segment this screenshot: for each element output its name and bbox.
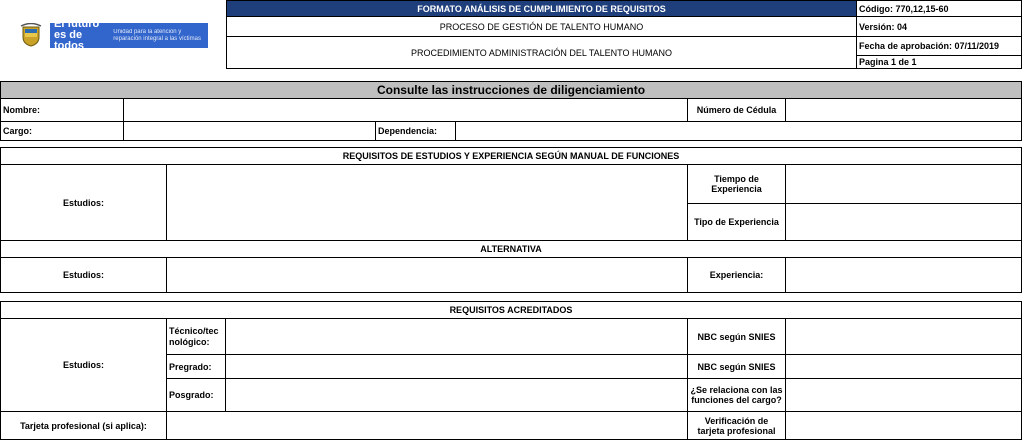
alt-studies-field[interactable] [166, 257, 688, 293]
header-logo-area [0, 0, 226, 69]
technical-label [166, 318, 226, 355]
government-logo [50, 18, 208, 52]
card-verify-field[interactable] [785, 411, 1022, 440]
id-number-label: Número de Cédula [687, 98, 786, 122]
relation-label [687, 378, 786, 412]
card-field[interactable] [166, 411, 688, 440]
nbc-field-2[interactable] [785, 354, 1022, 379]
page-number: Pagina 1 de 1 [856, 55, 1022, 69]
postgrad-label: Posgrado: [166, 378, 226, 412]
alternative-title: ALTERNATIVA [0, 240, 1022, 258]
logo-text: El futuro es de todos [54, 18, 100, 52]
form-title: FORMATO ANÁLISIS DE CUMPLIMIENTO DE REQUISITOS [226, 0, 857, 17]
name-field[interactable] [123, 98, 688, 122]
nbc-label-2: NBC según SNIES [687, 354, 786, 379]
req-exp-time-text: Tiempo de Experiencia [711, 174, 762, 194]
technical-text: Técnico/tec nológico: [169, 325, 219, 347]
relation-text: ¿Se relaciona con las funciones del cargo? [690, 385, 783, 405]
alt-studies-label: Estudios: [0, 257, 167, 293]
req-exp-type-field[interactable] [785, 203, 1022, 241]
req-exp-time-field[interactable] [785, 164, 1022, 204]
req-studies-label: Estudios: [0, 164, 167, 241]
postgrad-field[interactable] [225, 378, 688, 412]
undergrad-label: Pregrado: [166, 354, 226, 379]
acc-studies-label: Estudios: [0, 318, 167, 412]
card-label: Tarjeta profesional (si aplica): [0, 411, 167, 440]
relation-field[interactable] [785, 378, 1022, 412]
procedure-name: PROCEDIMIENTO ADMINISTRACIÓN DEL TALENTO HUMANO [226, 36, 857, 69]
req-studies-field[interactable] [166, 164, 688, 241]
document-version: Versión: 04 [856, 16, 1022, 37]
approval-date: Fecha de aprobación: 07/11/2019 [856, 36, 1022, 56]
card-verify-label [687, 411, 786, 440]
technical-field[interactable] [225, 318, 688, 355]
process-name: PROCESO DE GESTIÓN DE TALENTO HUMANO [226, 16, 857, 37]
logo-subtext: Unidad para la atención y reparación integral a las víctimas [113, 28, 201, 42]
instructions-link[interactable]: Consulte las instrucciones de diligenciamiento [0, 81, 1022, 99]
colombia-coat-of-arms-icon [20, 23, 42, 47]
accredited-title: REQUISITOS ACREDITADOS [0, 301, 1022, 319]
alt-experience-label: Experiencia: [687, 257, 786, 293]
nbc-label-1: NBC según SNIES [687, 318, 786, 355]
id-number-field[interactable] [785, 98, 1022, 122]
nbc-field-1[interactable] [785, 318, 1022, 355]
req-exp-type-label: Tipo de Experiencia [687, 203, 786, 241]
requirements-title: REQUISITOS DE ESTUDIOS Y EXPERIENCIA SEGÚN MANUAL DE FUNCIONES [0, 147, 1022, 165]
document-code: Código: 770,12,15-60 [856, 0, 1022, 17]
card-verify-text: Verificación de tarjeta profesional [697, 415, 776, 436]
dependency-field[interactable] [455, 121, 1022, 141]
position-label: Cargo: [0, 121, 124, 141]
req-exp-time-label [687, 164, 786, 204]
undergrad-field[interactable] [225, 354, 688, 379]
dependency-label: Dependencia: [375, 121, 456, 141]
alt-experience-field[interactable] [785, 257, 1022, 293]
name-label: Nombre: [0, 98, 124, 122]
position-field[interactable] [123, 121, 376, 141]
